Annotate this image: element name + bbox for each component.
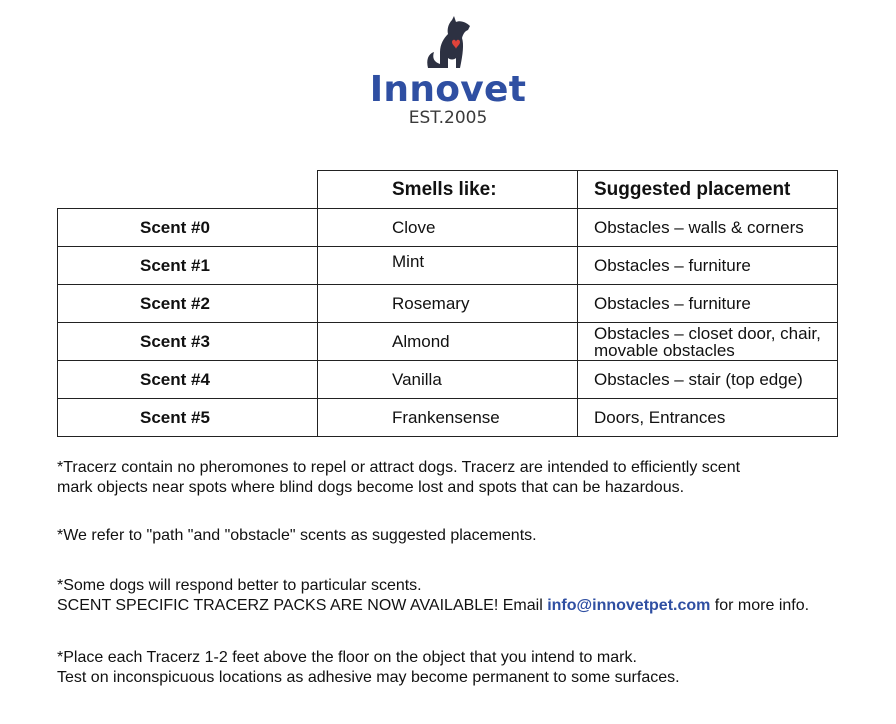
note-scent-packs [57, 576, 809, 616]
note-text: *Some dogs will respond better to particular scents. [57, 577, 422, 594]
note-text: Test on inconspicuous locations as adhesive may become permanent to some surfaces. [57, 669, 680, 686]
note-placement [57, 648, 680, 688]
table-row [58, 285, 838, 323]
table-row [58, 323, 838, 361]
scent-smell: Clove [318, 209, 578, 247]
scent-placement: Obstacles – stair (top edge) [578, 361, 838, 399]
scent-placement: Obstacles – walls & corners [578, 209, 838, 247]
header-smells-like: Smells like: [318, 171, 578, 209]
scent-name: Scent #3 [58, 323, 318, 361]
note-text: *Place each Tracerz 1-2 feet above the floor on the object that you intend to mark. [57, 649, 637, 666]
scent-smell: Vanilla [318, 361, 578, 399]
scent-smell: Frankensense [318, 399, 578, 437]
email-link[interactable]: info@innovetpet.com [547, 597, 711, 614]
header-suggested-placement: Suggested placement [578, 171, 838, 209]
scent-placement: Obstacles – furniture [578, 285, 838, 323]
scent-name: Scent #1 [58, 247, 318, 285]
note-text: mark objects near spots where blind dogs become lost and spots that can be hazardous. [57, 479, 685, 496]
table-row [58, 361, 838, 399]
table-row [58, 209, 838, 247]
brand-name: Innovet [369, 69, 527, 110]
scent-placement: Doors, Entrances [578, 399, 838, 437]
scent-table [57, 170, 838, 437]
note-path-obstacle [57, 526, 537, 546]
scent-name: Scent #2 [58, 285, 318, 323]
note-text [57, 596, 809, 616]
table-row [58, 247, 838, 285]
note-text-segment: for more info. [710, 597, 810, 614]
note-text-segment: SCENT SPECIFIC TRACERZ PACKS ARE NOW AVAILABLE! Email [57, 597, 548, 614]
scent-name: Scent #5 [58, 399, 318, 437]
scent-smell: Mint [318, 247, 578, 285]
note-text: *We refer to "path "and "obstacle" scents as suggested placements. [57, 527, 537, 544]
header-blank-cell [58, 171, 318, 209]
note-pheromones [57, 458, 740, 498]
table-row [58, 399, 838, 437]
scent-smell: Rosemary [318, 285, 578, 323]
scent-name: Scent #0 [58, 209, 318, 247]
established-text: EST.2005 [408, 108, 488, 128]
scent-placement: Obstacles – furniture [578, 247, 838, 285]
dog-with-heart-icon [418, 14, 478, 70]
scent-name: Scent #4 [58, 361, 318, 399]
scent-smell: Almond [318, 323, 578, 361]
note-text: *Tracerz contain no pheromones to repel or attract dogs. Tracerz are intended to efficiently scent [57, 459, 741, 476]
scent-placement: Obstacles – closet door, chair, movable obstacles [578, 323, 838, 361]
table-header-row [58, 171, 838, 209]
innovet-logo [0, 14, 896, 128]
